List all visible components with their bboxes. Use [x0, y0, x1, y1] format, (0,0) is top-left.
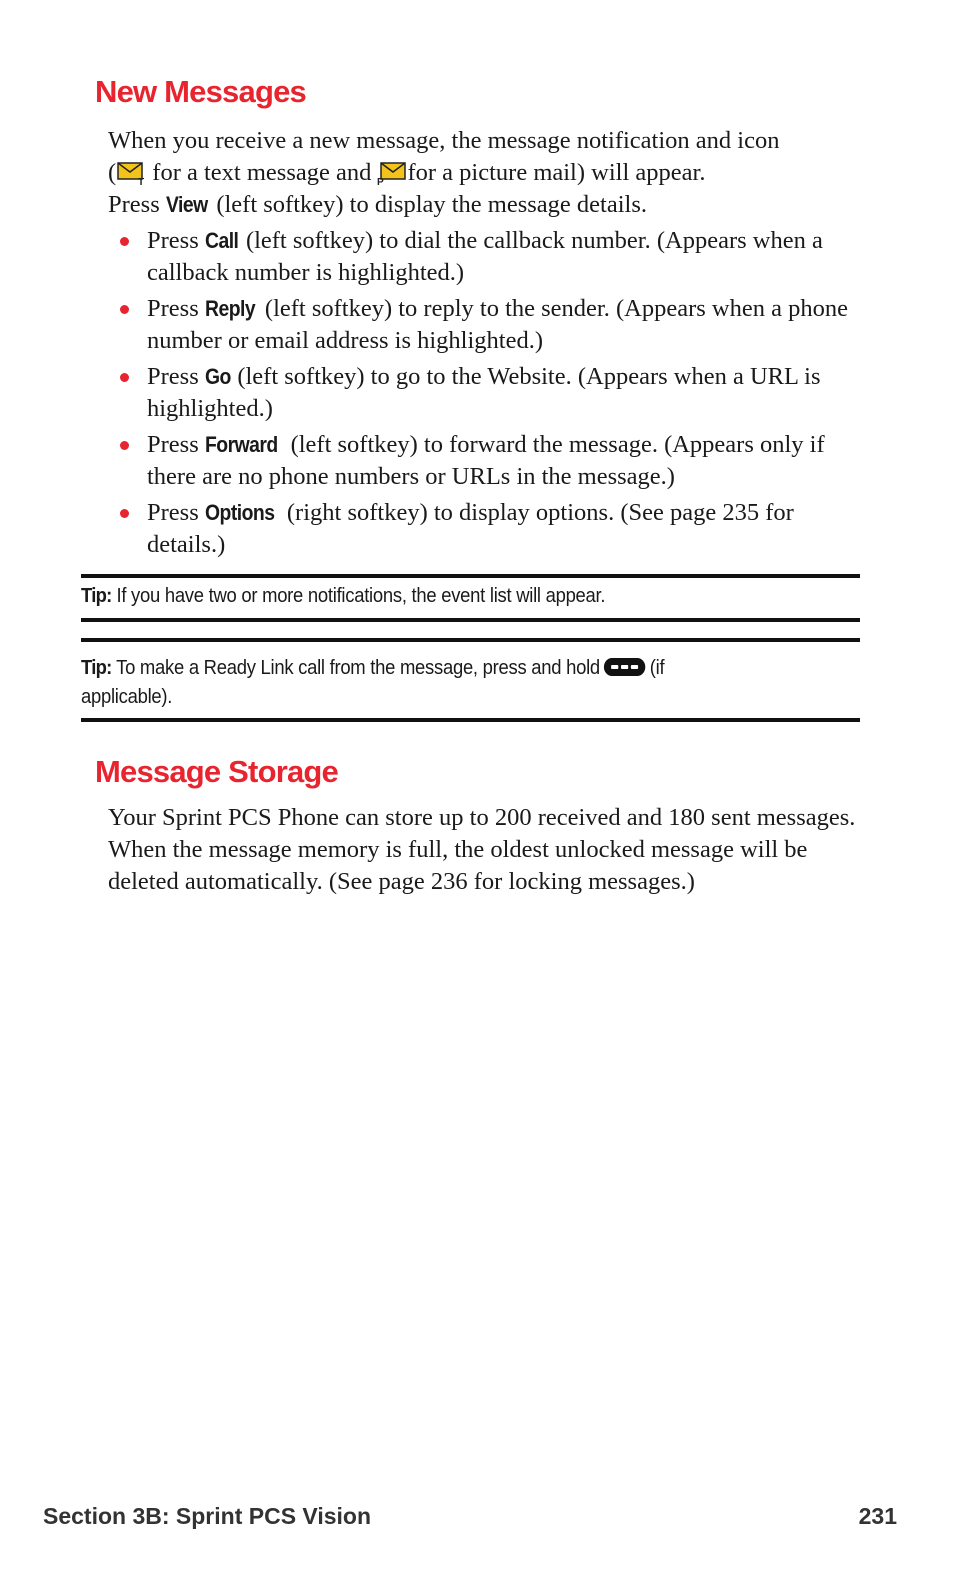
bullet-dot — [120, 237, 129, 246]
bullet-dot — [120, 305, 129, 314]
bullet-dot — [120, 373, 129, 382]
svg-text:T: T — [138, 177, 145, 185]
text-message-icon — [116, 161, 146, 185]
bullet-text: (left softkey) to go to the Website. (Appears when a URL is highlighted.) — [147, 363, 821, 422]
list-item — [108, 497, 858, 561]
list-item — [108, 361, 858, 425]
intro-text-mid: for a text message and — [152, 159, 372, 186]
press-label: Press — [147, 431, 199, 458]
bullet-text: (left softkey) to forward the message. (Appears only if there are no phone numbers or URLs in the message.) — [147, 431, 825, 490]
call-softkey-label: Call — [204, 228, 239, 253]
intro-paragraph — [108, 125, 868, 221]
press-label: Press — [147, 499, 199, 526]
list-item — [108, 225, 858, 289]
bullet-dot — [120, 441, 129, 450]
open-paren: ( — [108, 159, 117, 186]
reply-softkey-label: Reply — [204, 296, 255, 321]
section-heading-new-messages: New Messages — [95, 74, 306, 109]
tip-text-after: (if — [649, 656, 665, 679]
forward-softkey-label: Forward — [204, 432, 278, 457]
tip-label: Tip: — [81, 584, 112, 607]
tip-label: Tip: — [81, 656, 112, 679]
tip-text-line2: applicable). — [81, 685, 173, 708]
view-instruction: (left softkey) to display the message details. — [216, 191, 648, 218]
softkey-options-list — [108, 225, 858, 565]
list-item — [108, 293, 858, 357]
storage-paragraph: Your Sprint PCS Phone can store up to 200 received and 180 sent messages. When the message memory is full, the oldest unlocked message will be deleted automatically. (See page 236 for locking messages.) — [108, 804, 856, 895]
picture-mail-icon — [377, 161, 407, 185]
svg-text:P: P — [377, 177, 385, 185]
talk-key-icon — [604, 658, 645, 676]
tip-text: If you have two or more notifications, the event list will appear. — [116, 584, 606, 607]
press-label: Press — [147, 227, 199, 254]
go-softkey-label: Go — [204, 364, 231, 389]
options-softkey-label: Options — [204, 500, 275, 525]
bullet-text: (right softkey) to display options. (See page 235 for details.) — [147, 499, 794, 558]
list-item — [108, 429, 858, 493]
intro-line-1: When you receive a new message, the message notification and icon — [108, 127, 780, 154]
footer-section-title: Section 3B: Sprint PCS Vision — [43, 1503, 372, 1529]
bullet-dot — [120, 509, 129, 518]
page-number: 231 — [858, 1503, 897, 1529]
tip-box-ready-link — [81, 638, 860, 722]
intro-text-end: for a picture mail) will appear. — [407, 159, 706, 186]
bullet-text: (left softkey) to dial the callback number. (Appears when a callback number is highlighted.) — [147, 227, 823, 286]
bullet-text: (left softkey) to reply to the sender. (Appears when a phone number or email address is highlighted.) — [147, 295, 848, 354]
tip-box-notifications — [81, 574, 860, 622]
press-label: Press — [108, 191, 160, 218]
press-label: Press — [147, 295, 199, 322]
tip-text: To make a Ready Link call from the message, press and hold — [116, 656, 600, 679]
section-heading-message-storage: Message Storage — [95, 754, 338, 789]
press-label: Press — [147, 363, 199, 390]
view-softkey-label: View — [165, 192, 208, 217]
